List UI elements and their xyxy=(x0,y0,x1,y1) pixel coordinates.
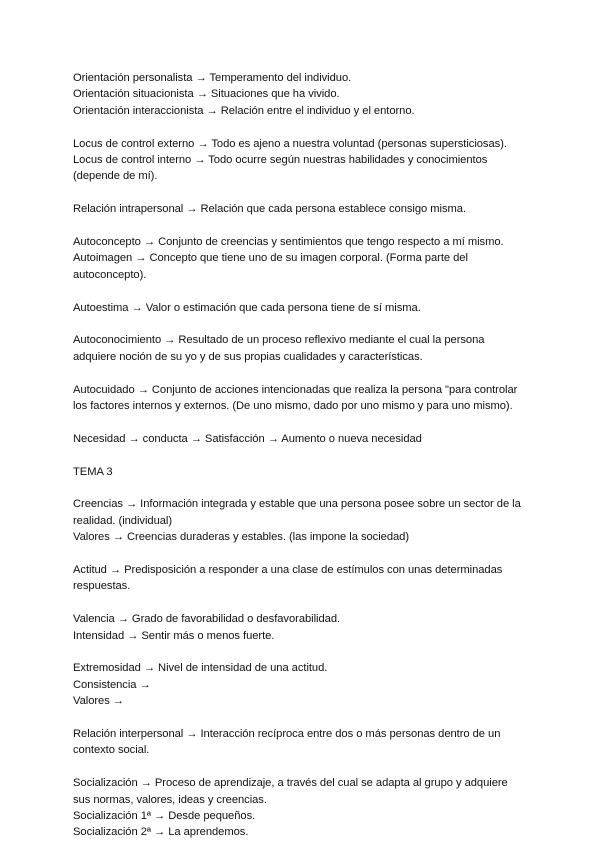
text-line: Autoestima → Valor o estimación que cada persona tiene de sí misma. xyxy=(73,301,421,314)
text-line: Autoconocimiento → Resultado de un proceso reflexivo mediante el cual la persona xyxy=(73,334,485,347)
paragraph-autoestima xyxy=(73,300,533,316)
text-line: Autoconcepto → Conjunto de creencias y sentimientos que tengo respecto a mí mismo. xyxy=(73,236,504,249)
text-line: Autoimagen → Concepto que tiene uno de su imagen corporal. (Forma parte del xyxy=(73,252,468,265)
text-line: Orientación personalista → Temperamento del individuo. xyxy=(73,72,352,84)
text-line: autoconcepto). xyxy=(73,268,147,281)
section-heading-tema-3 xyxy=(73,464,533,480)
text-line: Consistencia → xyxy=(73,678,151,691)
paragraph-relacion-intrapersonal xyxy=(73,201,533,217)
paragraph-valencia xyxy=(73,611,533,644)
paragraph-orientaciones xyxy=(73,70,533,119)
text-line: Locus de control externo → Todo es ajeno a nuestra voluntad (personas supersticiosas). xyxy=(73,137,507,150)
text-line: Valores → Creencias duraderas y estables. (las impone la sociedad) xyxy=(73,531,410,544)
text-line: sus normas, valores, ideas y creencias. xyxy=(73,793,267,806)
text-line: realidad. (individual) xyxy=(73,514,173,527)
paragraph-autoconcepto xyxy=(73,234,533,283)
text-line: Socialización → Proceso de aprendizaje, a través del cual se adapta al grupo y adquiere xyxy=(73,777,508,790)
text-line: contexto social. xyxy=(73,744,150,757)
text-line: Autocuidado → Conjunto de acciones intencionadas que realiza la persona "para controlar xyxy=(73,383,518,396)
paragraph-relacion-interpersonal xyxy=(73,726,533,759)
text-line: Orientación situacionista → Situaciones que ha vivido. xyxy=(73,88,340,101)
text-line: Locus de control interno → Todo ocurre según nuestras habilidades y conocimientos xyxy=(73,154,488,167)
text-line: adquiere noción de su yo y de sus propias cualidades y características. xyxy=(73,350,423,363)
paragraph-socializacion xyxy=(73,775,533,841)
text-line: Relación intrapersonal → Relación que cada persona establece consigo misma. xyxy=(73,203,467,216)
text-line: Orientación interaccionista → Relación entre el individuo y el entorno. xyxy=(73,104,415,117)
paragraph-autocuidado xyxy=(73,382,533,415)
heading-line: TEMA 3 xyxy=(73,465,113,478)
paragraph-autoconocimiento xyxy=(73,332,533,365)
text-line: (depende de mí). xyxy=(73,170,158,183)
text-line: respuestas. xyxy=(73,580,131,593)
text-line: Creencias → Información integrada y estable que una persona posee sobre un sector de la xyxy=(73,498,521,511)
text-line: Socialización 1ª → Desde pequeños. xyxy=(73,810,256,823)
text-line: Valencia → Grado de favorabilidad o desfavorabilidad. xyxy=(73,613,341,626)
text-line: Intensidad → Sentir más o menos fuerte. xyxy=(73,629,275,642)
text-line: Actitud → Predisposición a responder a una clase de estímulos con unas determinadas xyxy=(73,564,503,577)
text-line: Valores → xyxy=(73,695,124,708)
paragraph-actitud xyxy=(73,562,533,595)
text-line: Necesidad → conducta → Satisfacción → Aumento o nueva necesidad xyxy=(73,432,422,445)
paragraph-extremosidad xyxy=(73,660,533,709)
text-line: Socialización 2ª → La aprendemos. xyxy=(73,826,249,839)
text-line: Relación interpersonal → Interacción recíproca entre dos o más personas dentro de un xyxy=(73,728,501,741)
paragraph-locus-de-control xyxy=(73,136,533,185)
document-page xyxy=(73,70,533,857)
text-line: Extremosidad → Nivel de intensidad de una actitud. xyxy=(73,662,328,675)
paragraph-necesidad xyxy=(73,431,533,447)
text-line: los factores internos y externos. (De uno mismo, dado por uno mismo y para uno mismo). xyxy=(73,400,513,413)
paragraph-creencias xyxy=(73,496,533,545)
